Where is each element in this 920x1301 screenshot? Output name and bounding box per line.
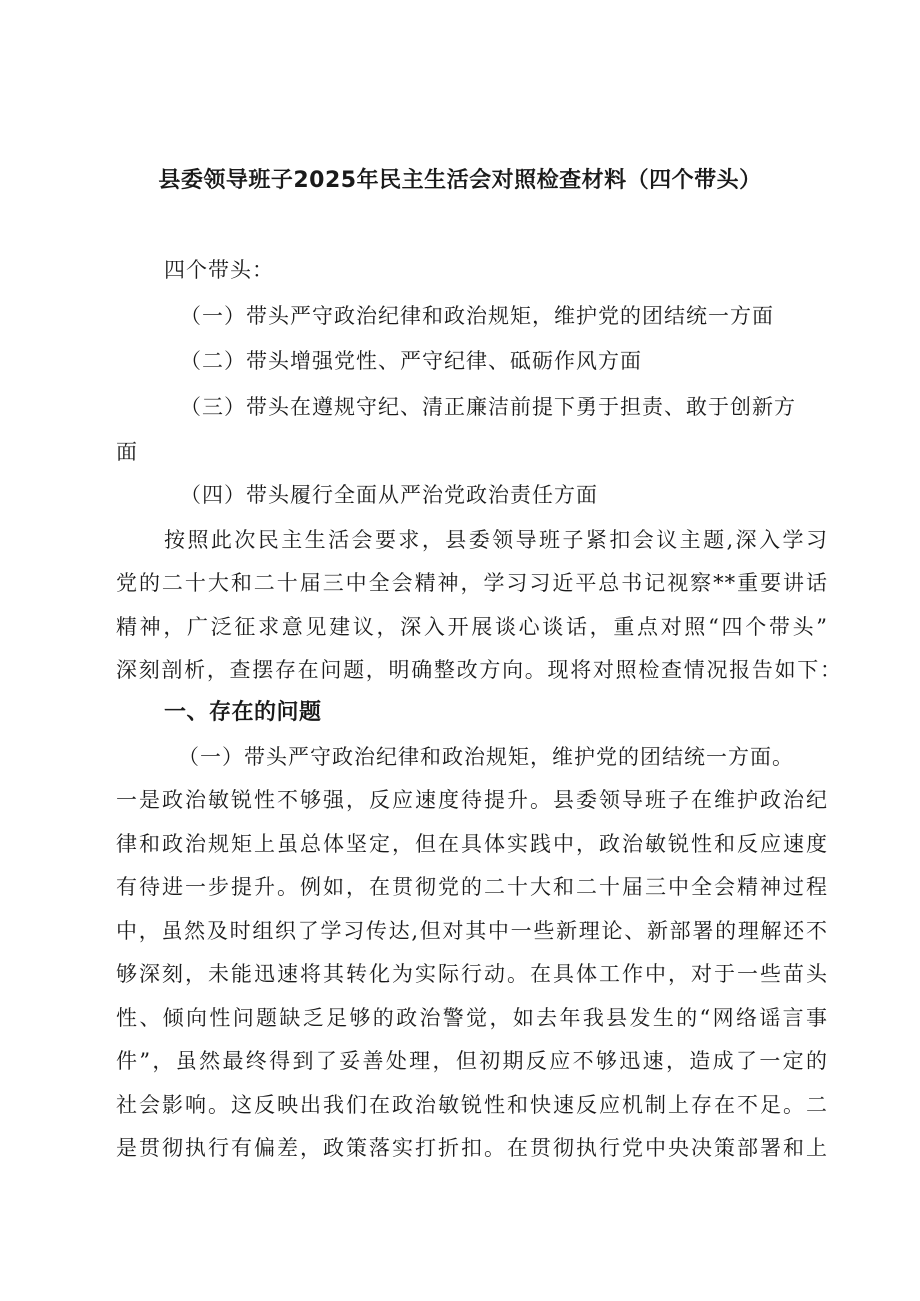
- paragraph-line: 党的二十大和二十届三中全会精神，学习习近平总书记视察**重要讲话: [116, 571, 828, 595]
- paragraph-line: 性、倾向性问题缺乏足够的政治警觉，如去年我县发生的“网络谣言事: [116, 1006, 828, 1030]
- paragraph-line: 按照此次民主生活会要求，县委领导班子紧扣会议主题,深入学习: [164, 528, 828, 552]
- paragraph-line: 件”，虽然最终得到了妥善处理，但初期反应不够迅速，造成了一定的: [116, 1049, 828, 1073]
- paragraph-line: 中，虽然及时组织了学习传达,但对其中一些新理论、新部署的理解还不: [116, 919, 828, 943]
- paragraph-line: 一是政治敏锐性不够强，反应速度待提升。县委领导班子在维护政治纪: [116, 788, 828, 812]
- list-item: （四）带头履行全面从严治党政治责任方面: [180, 483, 598, 507]
- paragraph-line: 够深刻，未能迅速将其转化为实际行动。在具体工作中，对于一些苗头: [116, 962, 828, 986]
- paragraph-line: 是贯彻执行有偏差，政策落实打折扣。在贯彻执行党中央决策部署和上: [116, 1136, 828, 1160]
- list-item: （一）带头严守政治纪律和政治规矩，维护党的团结统一方面: [180, 304, 774, 328]
- list-item: （二）带头增强党性、严守纪律、砥砺作风方面: [180, 349, 642, 373]
- subsection-heading: （一）带头严守政治纪律和政治规矩，维护党的团结统一方面。: [178, 745, 794, 769]
- document-title: 县委领导班子2025年民主生活会对照检查材料（四个带头）: [158, 168, 762, 193]
- paragraph-line: 有待进一步提升。例如，在贯彻党的二十大和二十届三中全会精神过程: [116, 875, 828, 899]
- paragraph-line: 精神，广泛征求意见建议，深入开展谈心谈话，重点对照“四个带头”: [116, 615, 828, 639]
- list-item: （三）带头在遵规守纪、清正廉洁前提下勇于担责、敢于创新方: [180, 395, 796, 419]
- paragraph-line: 社会影响。这反映出我们在政治敏锐性和快速反应机制上存在不足。二: [116, 1093, 828, 1117]
- list-item-continuation: 面: [116, 440, 138, 464]
- intro-label: 四个带头：: [164, 258, 274, 282]
- paragraph-line: 律和政治规矩上虽总体坚定，但在具体实践中，政治敏锐性和反应速度: [116, 832, 828, 856]
- section-heading: 一、存在的问题: [164, 700, 322, 725]
- paragraph-line: 深刻剖析，查摆存在问题，明确整改方向。现将对照检查情况报告如下：: [116, 658, 842, 682]
